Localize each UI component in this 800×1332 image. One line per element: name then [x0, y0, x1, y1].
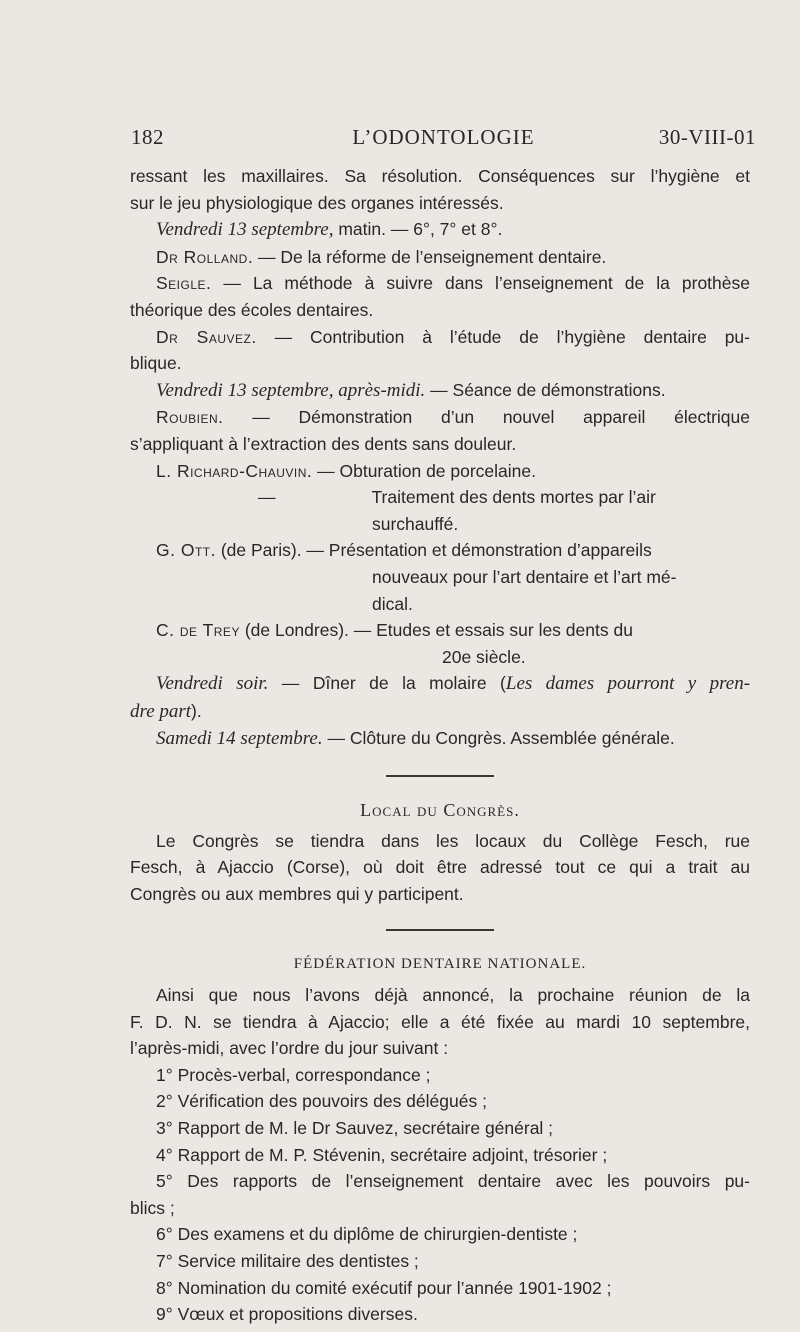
speaker-name: G. Ott.: [156, 540, 216, 561]
agenda-item: 3° Rapport de M. le Dr Sauvez, secrétaire général ;: [156, 1118, 554, 1138]
speaker-name: Dr Rolland.: [156, 246, 254, 267]
agenda-item: 5° Des rapports de l’enseignement dentaire avec les pouvoirs pu-: [156, 1171, 750, 1192]
text-line: théorique des écoles dentaires.: [130, 299, 374, 320]
text-line: s’appliquant à l’extraction des dents sans douleur.: [130, 433, 517, 454]
agenda-item: 6° Des examens et du diplôme de chirurgien-dentiste ;: [156, 1224, 578, 1245]
program-entry: L. Richard-Chauvin. — Obturation de porcelaine.: [156, 460, 537, 481]
agenda-item: 9° Vœux et propositions diverses.: [156, 1304, 418, 1325]
agenda-item: 8° Nomination du comité exécutif pour l’année 1901-1902 ;: [156, 1277, 612, 1298]
program-entry: Seigle. — La méthode à suivre dans l’enseignement de la prothèse: [156, 273, 750, 294]
text-line: 20e siècle.: [442, 646, 526, 667]
text-line: surchauffé.: [372, 513, 459, 534]
program-entry: C. de Trey (de Londres). — Etudes et essais sur les dents du: [156, 620, 633, 641]
text-line: blique.: [130, 353, 182, 374]
text-line: sur le jeu physiologique des organes intéressés.: [130, 192, 504, 213]
program-entry: Roubien. — Démonstration d’un nouvel appareil électrique: [156, 407, 750, 428]
agenda-item: 7° Service militaire des dentistes ;: [156, 1250, 419, 1271]
schedule-heading: Vendredi soir. — Dîner de la molaire (Les dames pourront y pren-: [156, 673, 751, 695]
program-entry: Dr Sauvez. — Contribution à l’étude de l’hygiène dentaire pu-: [156, 326, 750, 347]
text-line: Le Congrès se tiendra dans les locaux du Collège Fesch, rue: [156, 830, 750, 851]
text-line: dre part).: [130, 700, 202, 722]
program-entry: G. Ott. (de Paris). — Présentation et démonstration d’appareils: [156, 540, 652, 561]
text-line: F. D. N. se tiendra à Ajaccio; elle a été fixée au mardi 10 septembre,: [130, 1011, 750, 1032]
speaker-name: Dr Sauvez.: [156, 326, 257, 347]
journal-title: L’ODONTOLOGIE: [352, 125, 535, 149]
section-divider: [386, 775, 494, 777]
speaker-name: L. Richard-Chauvin.: [156, 460, 313, 481]
text-line: Ainsi que nous l’avons déjà annoncé, la prochaine réunion de la: [156, 985, 750, 1006]
page-body: [130, 163, 750, 1328]
speaker-name: C. de Trey: [156, 620, 240, 641]
section-divider: [386, 929, 494, 931]
section-heading: Local du Congrès.: [360, 800, 520, 821]
program-entry: — Traitement des dents mortes par l’air: [258, 487, 656, 508]
speaker-name: Seigle.: [156, 273, 212, 294]
text-line: dical.: [372, 593, 413, 614]
text-line: Congrès ou aux membres qui y participent.: [130, 883, 464, 904]
text-line: ressant les maxillaires. Sa résolution. Conséquences sur l’hygiène et: [130, 166, 750, 186]
issue-date: 30-VIII-01: [658, 125, 756, 149]
text-line: blics ;: [130, 1197, 175, 1218]
speaker-name: Roubien.: [156, 407, 224, 428]
schedule-heading: Samedi 14 septembre. — Clôture du Congrès. Assemblée générale.: [156, 728, 675, 750]
agenda-item: 2° Vérification des pouvoirs des délégués ;: [156, 1091, 487, 1112]
agenda-item: 4° Rapport de M. P. Stévenin, secrétaire adjoint, trésorier ;: [156, 1144, 608, 1165]
agenda-item: 1° Procès-verbal, correspondance ;: [156, 1064, 431, 1085]
text-line: nouveaux pour l’art dentaire et l’art mé-: [372, 566, 677, 587]
schedule-heading: Vendredi 13 septembre, matin. — 6°, 7° et 8°.: [156, 219, 503, 241]
schedule-heading: Vendredi 13 septembre, après-midi. — Séance de démonstrations.: [156, 379, 666, 401]
page-number: 182: [131, 125, 164, 149]
section-heading: FÉDÉRATION DENTAIRE NATIONALE.: [293, 956, 587, 973]
text-line: Fesch, à Ajaccio (Corse), où doit être adressé tout ce qui a trait au: [130, 857, 750, 878]
text-line: l’après-midi, avec l’ordre du jour suivant :: [130, 1038, 449, 1059]
ditto-dash: —: [258, 487, 276, 508]
program-entry: Dr Rolland. — De la réforme de l’enseignement dentaire.: [156, 246, 607, 267]
